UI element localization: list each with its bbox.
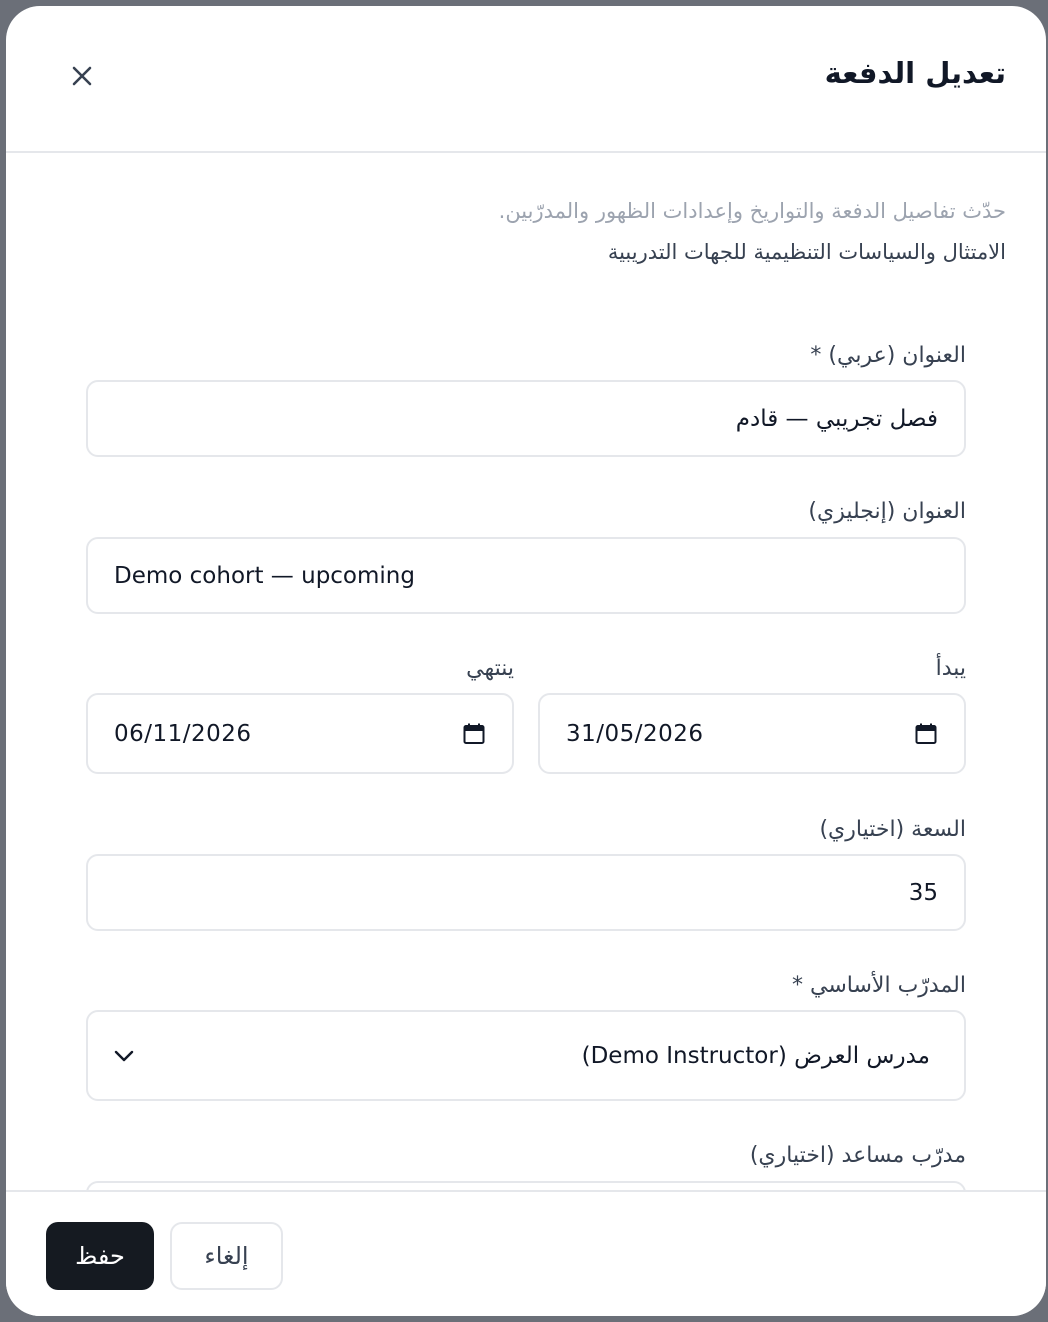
title-ar-label: العنوان (عربي) *	[810, 343, 966, 368]
cancel-button[interactable]: إلغاء	[170, 1222, 283, 1290]
title-ar-value: فصل تجريبي — قادم	[735, 405, 938, 432]
save-button[interactable]: حفظ	[46, 1222, 154, 1290]
primary-instructor-label: المدرّب الأساسي *	[792, 973, 966, 998]
title-en-input[interactable]	[86, 537, 966, 614]
end-date-label: ينتهي	[466, 656, 514, 681]
end-date-value: 06/11/2026	[114, 720, 252, 747]
modal-title: تعديل الدفعة	[824, 56, 1006, 90]
primary-instructor-select[interactable]	[86, 1010, 966, 1101]
edit-cohort-modal	[6, 6, 1046, 1316]
calendar-icon[interactable]	[914, 722, 938, 746]
title-en-value: Demo cohort — upcoming	[114, 562, 415, 589]
capacity-value: 35	[908, 879, 938, 906]
end-date-input[interactable]	[86, 693, 514, 774]
modal-body[interactable]	[6, 153, 1046, 1190]
close-icon	[71, 65, 93, 87]
modal-subdescription: الامتثال والسياسات التنظيمية للجهات التدريبية	[607, 240, 1006, 264]
calendar-icon[interactable]	[462, 722, 486, 746]
capacity-label: السعة (اختياري)	[819, 817, 966, 842]
start-date-value: 31/05/2026	[566, 720, 704, 747]
modal-description: حدّث تفاصيل الدفعة والتواريخ وإعدادات الظهور والمدرّبين.	[498, 199, 1006, 223]
primary-instructor-value: مدرس العرض (Demo Instructor)	[581, 1042, 930, 1069]
title-en-label: العنوان (إنجليزي)	[808, 499, 966, 524]
chevron-down-icon	[114, 1049, 134, 1063]
start-date-input[interactable]	[538, 693, 966, 774]
assistant-instructor-select[interactable]	[86, 1181, 966, 1190]
modal-header	[6, 6, 1046, 153]
close-button[interactable]	[62, 56, 102, 96]
capacity-input[interactable]	[86, 854, 966, 931]
modal-footer	[6, 1190, 1046, 1316]
start-date-label: يبدأ	[935, 656, 966, 681]
assistant-instructor-label: مدرّب مساعد (اختياري)	[749, 1143, 966, 1168]
title-ar-input[interactable]	[86, 380, 966, 457]
